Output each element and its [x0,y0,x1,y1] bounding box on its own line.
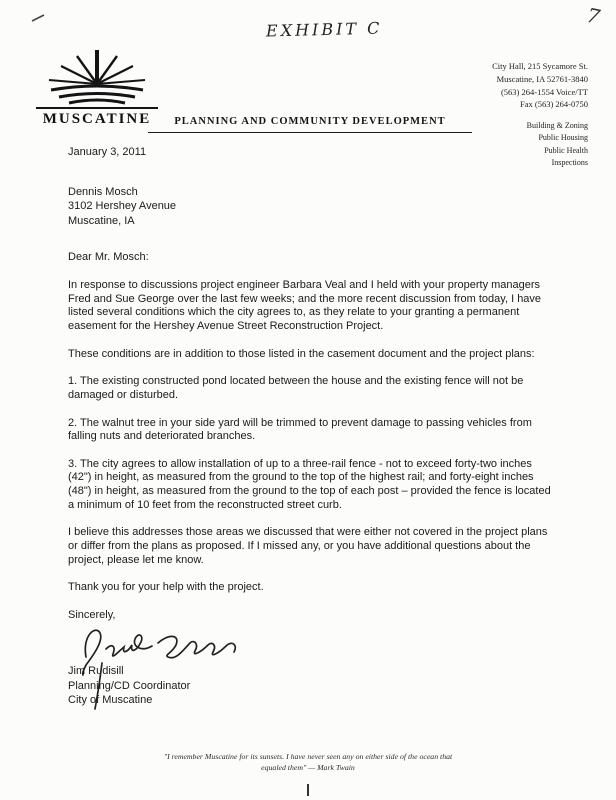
recipient-line: 3102 Hershey Avenue [68,200,177,213]
service-line: Public Housing [538,133,588,143]
logo-wordmark: MUSCATINE [42,111,152,127]
paragraph: I believe this addresses those areas we discussed that were either not covered in the project plans or differ from the plans as proposed. If I missed any, or you have additional questions about the project, please let me know. [68,526,548,566]
letter-date: January 3, 2011 [68,146,147,158]
stray-pen-mark [30,12,48,24]
salutation: Dear Mr. Mosch: [68,250,149,263]
paragraph: These conditions are in addition to those listed in the casement document and the project plans: [68,347,535,360]
paragraph: 3. The city agrees to allow installation of up to a three-rail fence - not to exceed forty-two inches (42") in height, as measured from the ground to the top of the highest rail; and forty-eight inches (48") in height, as measured from the ground to the top of each post – provided the fence is located a minimum of 10 feet from the reconstructed street curb. [68,457,551,511]
signer-org: City of Muscatine [68,693,153,706]
city-hall-address [492,60,588,111]
recipient-address [68,186,554,229]
signer-title: Planning/CD Coordinator [68,679,191,692]
recipient-line: Dennis Mosch [68,185,138,198]
handwritten-corner-mark: 7 [584,2,603,30]
footer-quote: "I remember Muscatine for its sunsets. I have never seen any on either side of the ocean that equaled them" — Mark Twain [163,751,453,773]
paragraph: In response to discussions project engineer Barbara Veal and I held with your property managers Fred and Sue George over the last few weeks; and the more recent discussion from today, I have listed several conditions which the city agrees to, as they relate to your granting a permanent easement for the Hershey Avenue Street Reconstruction Project. [68,279,542,332]
service-line: Public Health [544,145,588,155]
service-line: Building & Zoning [526,121,588,130]
service-line: Inspections [551,158,588,168]
paragraph: 1. The existing constructed pond located between the house and the existing fence will not be damaged or disturbed. [68,375,524,401]
logo-divider [36,107,158,109]
address-line: (563) 264-1554 Voice/TT [500,86,588,97]
address-line: City Hall, 215 Sycamore St. [492,61,588,71]
department-title: PLANNING AND COMMUNITY DEVELOPMENT [148,116,472,133]
paragraph: Thank you for your help with the project. [68,581,264,594]
scan-artifact-mark [307,784,309,796]
signer-name: Jim Rudisill [68,665,124,678]
exhibit-annotation: EXHIBIT C [265,18,383,41]
recipient-line: Muscatine, IA [68,214,135,227]
closing: Sincerely, [68,608,116,621]
sunburst-logo-icon [41,48,153,106]
letter-body [68,146,554,707]
signature-block [68,609,554,708]
address-line: Fax (563) 264-0750 [520,99,588,110]
typed-signature [68,664,554,707]
address-line: Muscatine, IA 52761-3840 [496,73,588,84]
paragraph: 2. The walnut tree in your side yard will be trimmed to prevent damage to passing vehicles from falling nuts and deteriorated branches. [68,416,532,443]
muscatine-logo [36,48,158,128]
